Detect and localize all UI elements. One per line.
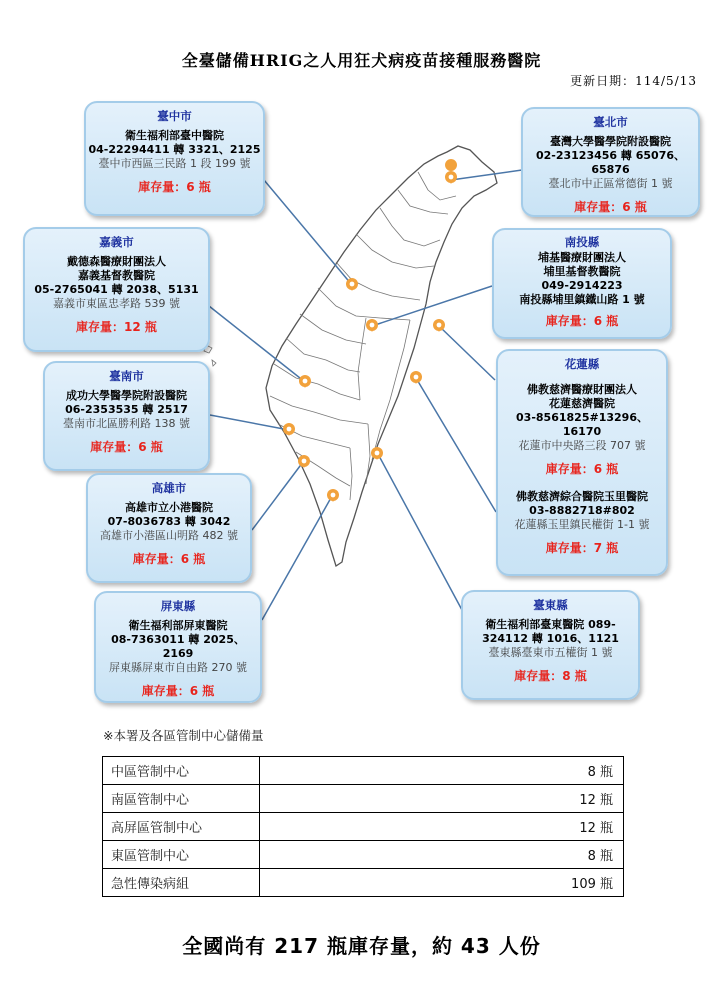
- hospital-phone-line2: 324112 轉 1016、1121: [482, 632, 619, 645]
- hospital-address: 南投縣埔里鎮鐵山路 1 號: [519, 293, 645, 306]
- region-label: 南投縣: [564, 235, 600, 249]
- hospital-name-line1: 佛教慈濟醫療財團法人: [527, 383, 637, 396]
- region-label: 臺東縣: [533, 598, 568, 612]
- reserve-center-name: 高屏區管制中心: [103, 813, 260, 841]
- hospital-address: 嘉義市東區忠孝路 539 號: [53, 297, 180, 310]
- stock-count: 庫存量：6 瓶: [132, 552, 206, 566]
- table-row: [103, 869, 624, 897]
- card-hualien: [496, 349, 668, 576]
- card-nantou: [492, 228, 672, 339]
- hospital-address: 臺北市中正區常德街 1 號: [548, 177, 673, 190]
- reserve-center-name: 急性傳染病組: [103, 869, 260, 897]
- hospital-name-line1: 戴德森醫療財團法人: [67, 255, 166, 268]
- reserve-amount: 12 瓶: [260, 785, 624, 813]
- taiwan-outline: [266, 146, 497, 566]
- reserve-amount: 8 瓶: [260, 841, 624, 869]
- table-row: [103, 785, 624, 813]
- region-label: 高雄市: [151, 481, 187, 495]
- hospital-phone: 049-2914223: [541, 279, 623, 292]
- hospital-address: 臺南市北區勝利路 138 號: [63, 417, 190, 430]
- hospital-name: 高雄市立小港醫院: [125, 501, 213, 514]
- hospital-phone: 08-7363011 轉 2025、2169: [111, 633, 245, 660]
- stock-count: 庫存量：6 瓶: [138, 180, 211, 194]
- card-taipei: [521, 107, 700, 217]
- reserve-amount: 12 瓶: [260, 813, 624, 841]
- hospital2-name: 佛教慈濟綜合醫院玉里醫院: [516, 490, 648, 503]
- table-row: [103, 841, 624, 869]
- hospital-phone: 04-22294411 轉 3321、2125: [88, 143, 261, 156]
- hospital-name-line2: 花蓮慈濟醫院: [549, 397, 615, 410]
- hospital-address: 高雄市小港區山明路 482 號: [100, 529, 238, 542]
- region-label: 臺北市: [593, 115, 628, 129]
- hospital-name-line2: 嘉義基督教醫院: [78, 269, 155, 282]
- region-label: 屏東縣: [160, 599, 196, 613]
- hospital-phone: 05-2765041 轉 2038、5131: [34, 283, 199, 296]
- stock-count: 庫存量：12 瓶: [76, 320, 157, 334]
- hospital-name: 成功大學醫學院附設醫院: [66, 389, 187, 402]
- stock-count: 庫存量：6 瓶: [545, 462, 619, 476]
- hospital-phone: 02-23123456 轉 65076、65876: [535, 149, 686, 176]
- stock2-count: 庫存量：7 瓶: [545, 541, 619, 555]
- reserve-center-name: 中區管制中心: [103, 757, 260, 785]
- hospital-phone: 07-8036783 轉 3042: [107, 515, 231, 528]
- hospital-name: 衛生福利部臺中醫院: [125, 129, 224, 142]
- hospital-address: 臺中市西區三民路 1 段 199 號: [98, 157, 251, 170]
- hospital2-address: 花蓮縣玉里鎮民權街 1-1 號: [514, 518, 650, 531]
- update-date: 更新日期：114/5/13: [570, 74, 697, 88]
- reserve-table: [102, 756, 624, 897]
- region-label: 花蓮縣: [564, 357, 600, 371]
- region-label: 臺中市: [157, 109, 192, 123]
- stock-count: 庫存量：8 瓶: [514, 669, 587, 683]
- hospital2-phone: 03-8882718#802: [529, 504, 635, 517]
- stock-count: 庫存量：6 瓶: [545, 314, 619, 328]
- card-taichung: [84, 101, 265, 216]
- hospital-address: 臺東縣臺東市五權街 1 號: [488, 646, 613, 659]
- card-kaohsiung: [86, 473, 252, 583]
- region-label: 嘉義市: [99, 235, 134, 249]
- hospital-phone: 03-8561825#13296、16170: [516, 411, 648, 438]
- stock-count: 庫存量：6 瓶: [574, 200, 647, 214]
- hospital-address: 屏東縣屏東市自由路 270 號: [109, 661, 247, 674]
- hospital-name: 衛生福利部屏東醫院: [128, 619, 228, 632]
- stock-count: 庫存量：6 瓶: [90, 440, 163, 454]
- reserve-center-name: 南區管制中心: [103, 785, 260, 813]
- region-label: 臺南市: [109, 369, 144, 383]
- stock-count: 庫存量：6 瓶: [141, 684, 215, 698]
- national-summary: 全國尚有 217 瓶庫存量，約 43 人份: [182, 934, 541, 958]
- reserve-amount: 8 瓶: [260, 757, 624, 785]
- card-tainan: [43, 361, 210, 471]
- pin-yuli: [410, 371, 422, 384]
- hospital-name-line1: 埔基醫療財團法人: [538, 251, 626, 264]
- page-title: 全臺儲備HRIG之人用狂犬病疫苗接種服務醫院: [181, 51, 542, 70]
- table-row: [103, 757, 624, 785]
- reserve-note: ※本署及各區管制中心儲備量: [103, 728, 264, 743]
- hospital-name: 臺灣大學醫學院附設醫院: [550, 135, 671, 148]
- card-chiayi: [23, 227, 210, 352]
- card-pingtung: [94, 591, 262, 703]
- table-row: [103, 813, 624, 841]
- reserve-center-name: 東區管制中心: [103, 841, 260, 869]
- card-taitung: [461, 590, 640, 700]
- hospital-phone-line1: 衛生福利部臺東醫院 089-: [485, 618, 616, 631]
- hospital-name-line2: 埔里基督教醫院: [543, 265, 621, 278]
- hospital-phone: 06-2353535 轉 2517: [65, 403, 188, 416]
- hospital-address: 花蓮市中央路三段 707 號: [518, 439, 646, 452]
- reserve-amount: 109 瓶: [260, 869, 624, 897]
